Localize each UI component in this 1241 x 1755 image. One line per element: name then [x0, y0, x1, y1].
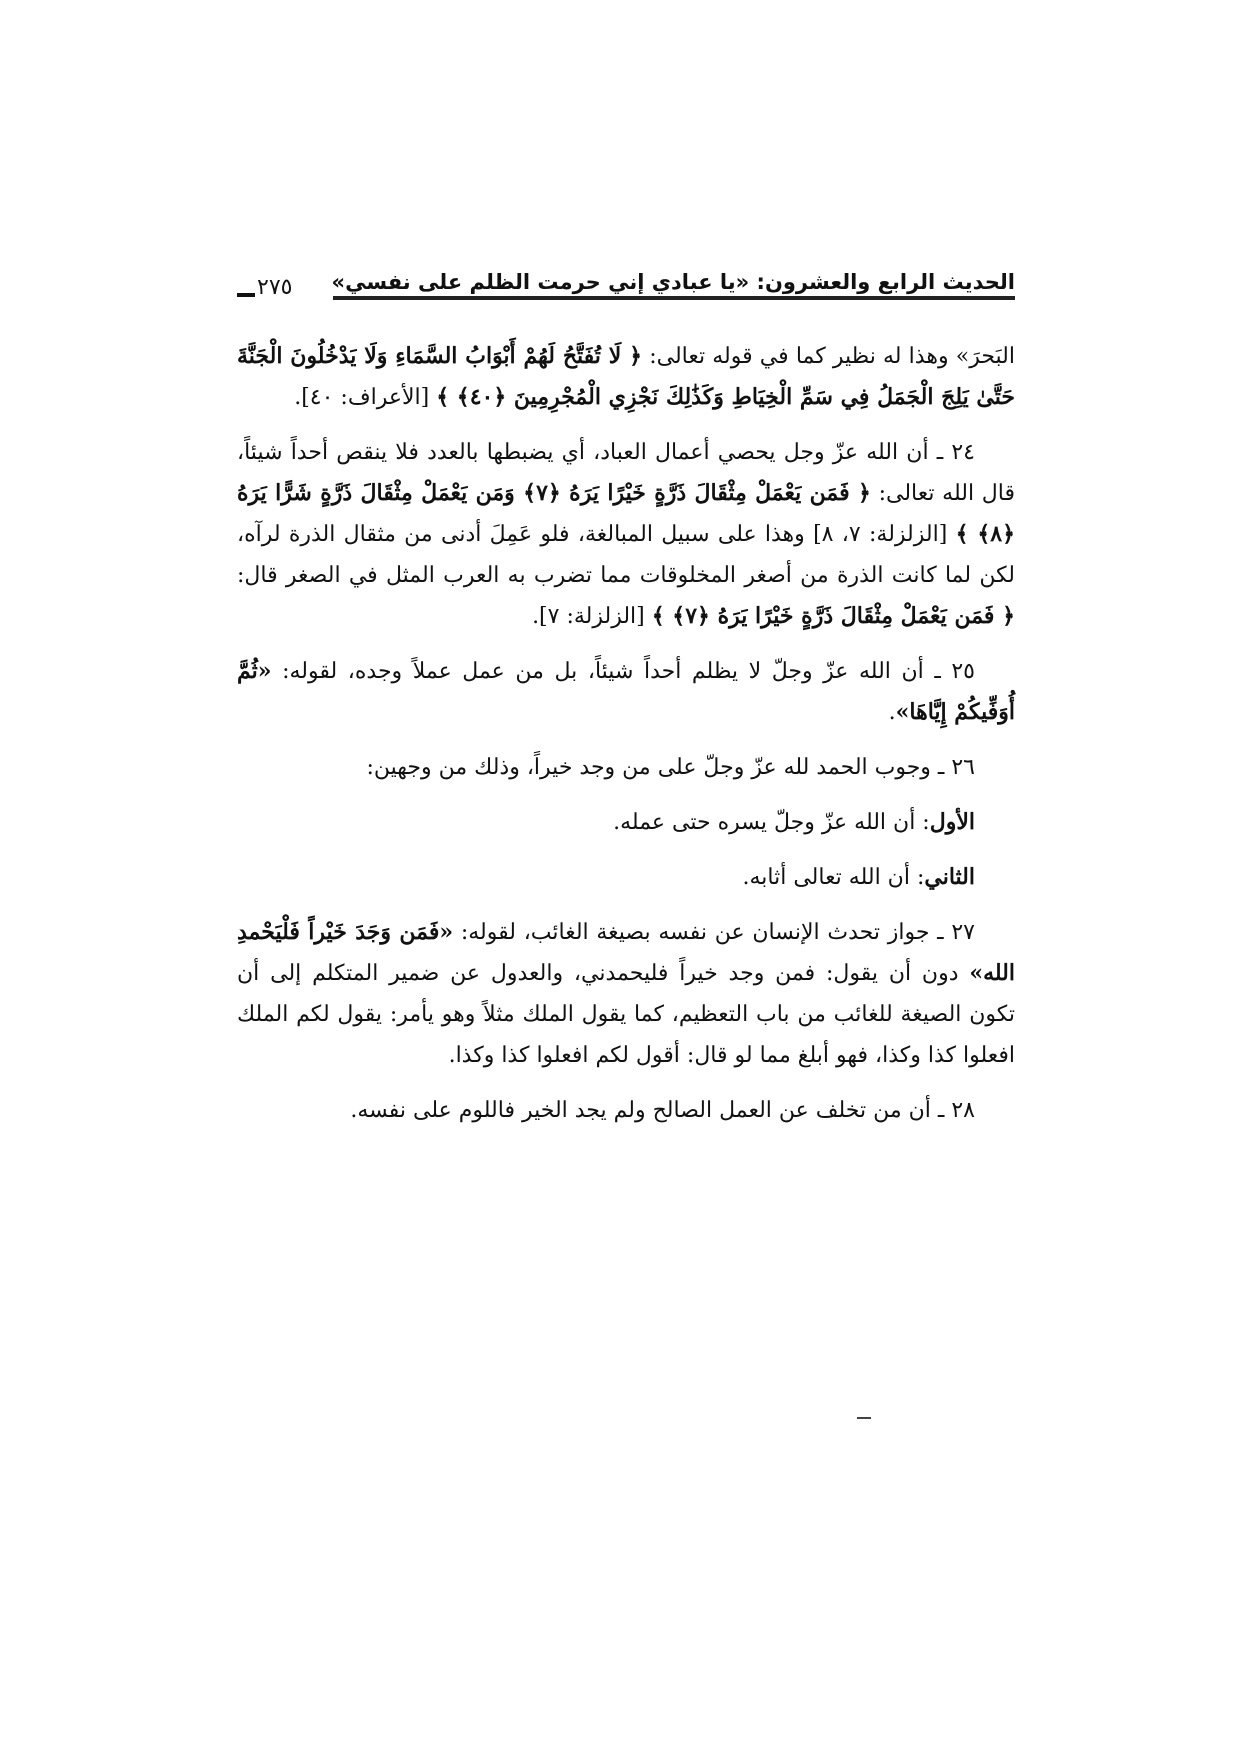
- hadith-quote: «فَمَن وَجَدَ خَيْراً فَلْيَحْمدِ الله»: [237, 919, 1015, 986]
- paragraph-text: ٢٤ ـ أن الله عزّ وجل يحصي أعمال العباد، أي يضبطها بالعدد فلا ينقص أحداً شيئاً، قال الله تعالى:: [237, 440, 1015, 506]
- paragraph-27: [237, 912, 1015, 1076]
- verse-reference: [الأعراف: ٤٠].: [294, 385, 437, 410]
- paragraph-24: [237, 432, 1015, 637]
- paragraph-text: .: [888, 700, 896, 725]
- point-text: : أن الله عزّ وجلّ يسره حتى عمله.: [613, 810, 930, 835]
- paragraph-text: البَحرَ» وهذا له نظير كما في قوله تعالى:: [642, 344, 1015, 369]
- point-second: [237, 857, 1015, 898]
- page-body: [237, 336, 1015, 1145]
- paragraph-text: ٢٧ ـ جواز تحدث الإنسان عن نفسه بصيغة الغائب، لقوله:: [453, 920, 975, 945]
- page-number: ٢٧٥: [257, 275, 293, 300]
- paragraph-text: ٢٦ ـ وجوب الحمد لله عزّ وجلّ على من وجد خيراً، وذلك من وجهين:: [366, 755, 975, 780]
- running-header: [237, 268, 1015, 308]
- paragraph-26: [237, 747, 1015, 788]
- print-mark: [857, 1417, 871, 1419]
- point-first: [237, 802, 1015, 843]
- paragraph-text: ٢٨ ـ أن من تخلف عن العمل الصالح ولم يجد الخير فاللوم على نفسه.: [350, 1098, 975, 1123]
- verse-reference: [الزلزلة: ٧].: [532, 604, 652, 629]
- quran-verse: ﴿ فَمَن يَعْمَلْ مِثْقَالَ ذَرَّةٍ خَيْرًا يَرَهُ ﴿٧﴾ وَمَن يَعْمَلْ مِثْقَالَ ذَرَّةٍ شَرًّا يَرَهُ ﴿٨﴾ ﴾: [237, 480, 1016, 547]
- paragraph-25: [237, 651, 1015, 733]
- paragraph-text: دون أن يقول: فمن وجد خيراً فليحمدني، والعدول عن ضمير المتكلم إلى أن تكون الصيغة للغائب من باب التعظيم، كما يقول الملك مثلاً وهو يأمر: يقول لكم الملك افعلوا كذا وكذا، فهو أبلغ مما لو قال: أقول لكم افعلوا كذا وكذا.: [237, 961, 1015, 1068]
- paragraph-text: ٢٥ ـ أن الله عزّ وجلّ لا يظلم أحداً شيئاً، بل من عمل عملاً وجده، لقوله:: [271, 659, 975, 684]
- running-header-title: الحديث الرابع والعشرون: «يا عبادي إني حرمت الظلم على نفسي»: [331, 270, 1015, 294]
- paragraph-28: [237, 1090, 1015, 1131]
- header-rule: [333, 296, 1015, 300]
- paragraph-continuation: [237, 336, 1015, 418]
- point-text: : أن الله تعالى أثابه.: [742, 865, 925, 890]
- quran-verse: ﴿ فَمَن يَعْمَلْ مِثْقَالَ ذَرَّةٍ خَيْرًا يَرَهُ ﴿٧﴾ ﴾: [651, 603, 1015, 629]
- hadith-quote: «ثُمَّ أُوَفِّيكُمْ إِيَّاهَا»: [237, 658, 1015, 725]
- paragraph-text: [الزلزلة: ٧، ٨] وهذا على سبيل المبالغة، فلو عَمِلَ أدنى من مثقال الذرة لرآه، لكن لما كانت الذرة من أصغر المخلوقات مما تضرب به العرب المثل في الصغر قال:: [237, 522, 1015, 588]
- point-label: الثاني: [924, 864, 975, 890]
- page-number-mark: [237, 293, 255, 297]
- quran-verse: ﴿ لَا تُفَتَّحُ لَهُمْ أَبْوَابُ السَّمَاءِ وَلَا يَدْخُلُونَ الْجَنَّةَ حَتَّىٰ يَلِجَ الْجَمَلُ فِي سَمِّ الْخِيَاطِ وَكَذَٰلِكَ نَجْزِي الْمُجْرِمِينَ ﴿٤٠﴾ ﴾: [237, 343, 1015, 410]
- point-label: الأول: [929, 809, 975, 835]
